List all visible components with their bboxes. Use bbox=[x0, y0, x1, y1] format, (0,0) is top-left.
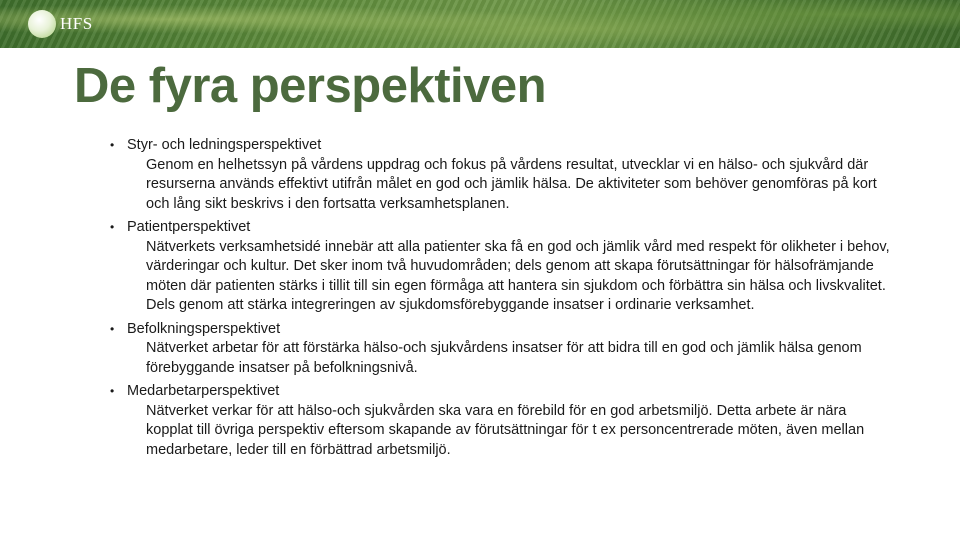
perspective-heading bbox=[110, 320, 890, 340]
bullet-icon: • bbox=[110, 220, 115, 234]
perspective-heading-text: Befolkningsperspektivet bbox=[127, 320, 281, 337]
header-banner bbox=[0, 0, 960, 48]
perspective-body: Nätverket verkar för att hälso-och sjukvården ska vara en förebild för en god arbetsmiljö. Detta arbete är nära kopplat till övriga perspektiv eftersom skapande av förutsättningar för t ex personcentrerade möten, även mellan medarbetare, leder till en förbättrad arbetsmiljö. bbox=[146, 402, 865, 458]
logo-text: HFS bbox=[60, 14, 93, 33]
logo-circle-icon bbox=[28, 10, 56, 38]
perspective-heading bbox=[110, 136, 890, 156]
perspective-body: Nätverket arbetar för att förstärka hälso-och sjukvårdens insatser för att bidra till en god och jämlik hälsa genom förebyggande insatser på befolkningsnivå. bbox=[146, 340, 862, 376]
bullet-icon: • bbox=[110, 384, 115, 398]
hfs-logo bbox=[28, 9, 93, 39]
perspective-item bbox=[110, 320, 890, 379]
perspective-heading bbox=[110, 218, 890, 238]
perspective-body: Nätverkets verksamhetsidé innebär att alla patienter ska få en god och jämlik vård med respekt för olikheter i behov, värderingar och kultur. Det sker inom två huvudområden; dels genom att skapa förutsättningar för hälsofrämjande möten där patienten stärks i tillit till sin egen förmåga att hantera sin sjukdom och förbättra sin hälsa och livskvalitet. Dels genom att stärka integreringen av sjukdomsförebyggande insatser i ordinarie verksamhet. bbox=[146, 238, 890, 313]
perspective-item bbox=[110, 382, 890, 460]
perspective-heading-text: Medarbetarperspektivet bbox=[127, 383, 280, 399]
perspective-heading-text: Styr- och ledningsperspektivet bbox=[127, 137, 322, 153]
perspective-heading-text: Patientperspektivet bbox=[127, 219, 251, 235]
perspective-item bbox=[110, 218, 890, 316]
perspective-body: Genom en helhetssyn på vårdens uppdrag och fokus på vårdens resultat, utvecklar vi en hälso- och sjukvård där resurserna används effektivt utifrån målet en god och jämlik hälsa. De aktiviteter som behöver genomföras på kort och lång sikt beskrivs i den fortsatta verksamhetsplanen. bbox=[146, 156, 877, 212]
bullet-icon: • bbox=[110, 138, 115, 152]
perspectives-list bbox=[110, 136, 890, 464]
perspective-heading bbox=[110, 382, 890, 402]
bullet-icon: • bbox=[110, 321, 115, 336]
page-title: De fyra perspektiven bbox=[74, 59, 547, 113]
perspective-item bbox=[110, 136, 890, 214]
